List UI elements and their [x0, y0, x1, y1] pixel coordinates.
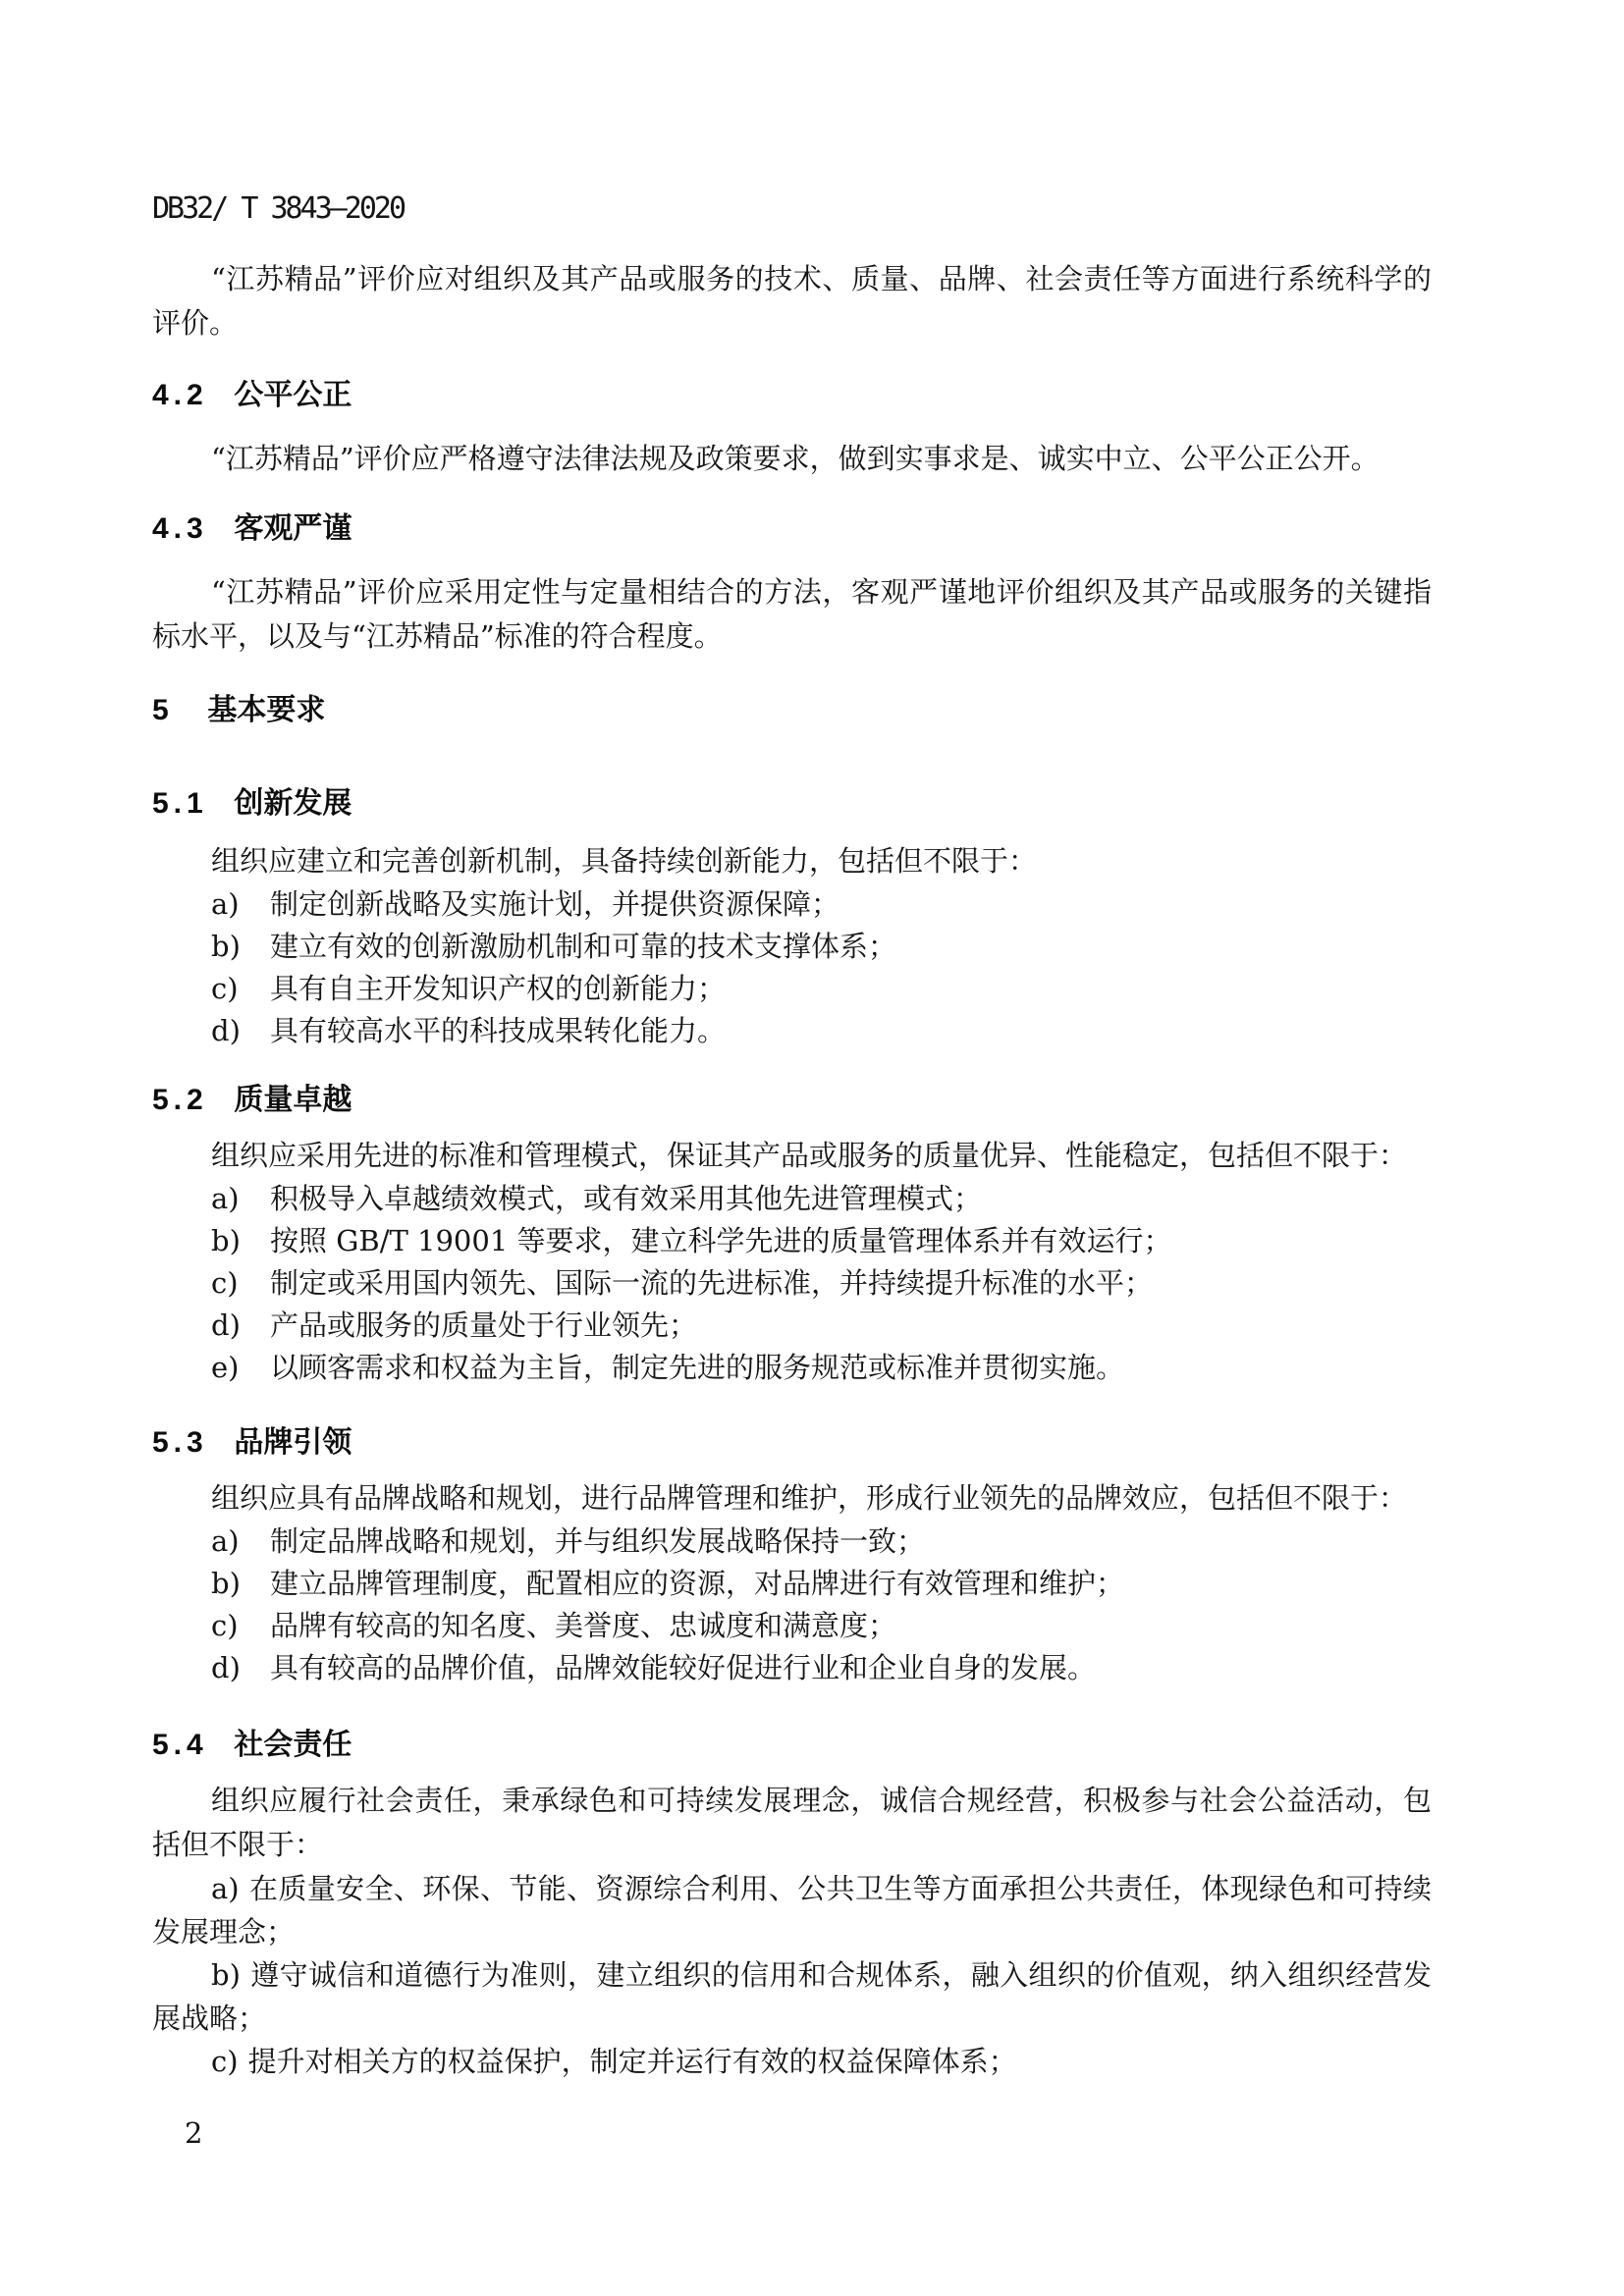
item-label: a) [211, 1524, 240, 1558]
list-5-1 [152, 883, 1432, 1052]
item-label: c) [211, 972, 239, 1005]
list-5-2 [152, 1178, 1432, 1389]
item-label: a) [211, 1872, 240, 1905]
item-label: a) [211, 887, 240, 921]
list-item [211, 1178, 1432, 1220]
list-item [211, 1305, 1432, 1347]
section-lead: 组织应建立和完善创新机制，具备持续创新能力，包括但不限于： [211, 844, 1038, 878]
item-text: 遵守诚信和道德行为准则，建立组织的信用和合规体系，融入组织的价值观，纳入组织经营发展战略； [152, 1958, 1432, 2035]
item-label: c) [211, 2045, 239, 2078]
item-text: 制定创新战略及实施计划，并提供资源保障； [270, 887, 840, 921]
section-number: 5.4 [152, 1729, 208, 1761]
intro-paragraph: “江苏精品”评价应对组织及其产品或服务的技术、质量、品牌、社会责任等方面进行系统科学的评价。 [152, 262, 1432, 340]
section-paragraph: “江苏精品”评价应采用定性与定量相结合的方法，客观严谨地评价组织及其产品或服务的关键指标水平，以及与“江苏精品”标准的符合程度。 [152, 575, 1432, 653]
list-5-3 [152, 1521, 1432, 1689]
list-item [211, 1010, 1432, 1052]
item-text: 建立有效的创新激励机制和可靠的技术支撑体系； [270, 930, 897, 963]
doc-number: DB32/ T 3843—2020 [152, 191, 405, 226]
section-number: 4.3 [152, 512, 208, 545]
list-item [211, 926, 1432, 968]
item-label: c) [211, 1266, 239, 1300]
list-item [211, 1563, 1432, 1605]
section-title: 质量卓越 [234, 1084, 352, 1116]
item-label: a) [211, 1182, 240, 1215]
section-heading-4-2 [152, 373, 1432, 417]
section-title: 客观严谨 [234, 512, 352, 545]
section-heading-5-4 [152, 1723, 1432, 1767]
list-item [211, 968, 1432, 1010]
section-heading-4-3 [152, 507, 1432, 551]
item-text: 具有自主开发知识产权的创新能力； [270, 972, 727, 1005]
section-title: 创新发展 [234, 787, 352, 820]
chapter-heading-5 [152, 688, 1432, 732]
item-label: b) [211, 930, 241, 963]
section-title: 公平公正 [234, 379, 352, 411]
list-item-paragraph [152, 2040, 1432, 2083]
item-text: 按照 GB/T 19001 等要求，建立科学先进的质量管理体系并有效运行； [270, 1224, 1172, 1257]
section-heading-5-2 [152, 1078, 1432, 1122]
item-label: d) [211, 1308, 241, 1342]
item-label: b) [211, 1567, 241, 1600]
section-number: 5.2 [152, 1084, 208, 1116]
doc-header [152, 188, 1432, 230]
item-text: 品牌有较高的知名度、美誉度、忠诚度和满意度； [270, 1609, 897, 1642]
item-label: c) [211, 1609, 239, 1642]
list-item [211, 1605, 1432, 1647]
list-item-paragraph [152, 1867, 1432, 1953]
item-text: 产品或服务的质量处于行业领先； [270, 1308, 698, 1342]
list-item [211, 1647, 1432, 1689]
list-item-paragraph [152, 1953, 1432, 2040]
section-heading-5-1 [152, 781, 1432, 826]
item-label: d) [211, 1014, 241, 1047]
section-number: 5.3 [152, 1426, 208, 1459]
chapter-title: 基本要求 [207, 694, 326, 726]
item-text: 建立品牌管理制度，配置相应的资源，对品牌进行有效管理和维护； [270, 1567, 1125, 1600]
list-item [211, 1262, 1432, 1305]
section-lead: 组织应履行社会责任，秉承绿色和可持续发展理念，诚信合规经营，积极参与社会公益活动，包括但不限于： [152, 1784, 1432, 1861]
list-item [211, 1347, 1432, 1389]
item-label: b) [211, 1958, 241, 1992]
list-item [211, 1220, 1432, 1262]
item-text: 积极导入卓越绩效模式，或有效采用其他先进管理模式； [270, 1182, 983, 1215]
item-text: 制定品牌战略和规划，并与组织发展战略保持一致； [270, 1524, 926, 1558]
section-lead: 组织应具有品牌战略和规划，进行品牌管理和维护，形成行业领先的品牌效应，包括但不限于： [211, 1481, 1408, 1515]
item-text: 制定或采用国内领先、国际一流的先进标准，并持续提升标准的水平； [270, 1266, 1154, 1300]
section-lead: 组织应采用先进的标准和管理模式，保证其产品或服务的质量优异、性能稳定，包括但不限于： [211, 1139, 1408, 1172]
item-label: b) [211, 1224, 241, 1257]
item-text: 在质量安全、环保、节能、资源综合利用、公共卫生等方面承担公共责任，体现绿色和可持续发展理念； [152, 1872, 1432, 1949]
page-number: 2 [185, 2116, 203, 2150]
chapter-number: 5 [152, 694, 174, 726]
item-text: 以顾客需求和权益为主旨，制定先进的服务规范或标准并贯彻实施。 [270, 1351, 1125, 1384]
list-item [211, 1521, 1432, 1563]
item-label: e) [211, 1351, 240, 1384]
item-text: 具有较高水平的科技成果转化能力。 [270, 1014, 727, 1047]
section-heading-5-3 [152, 1420, 1432, 1465]
section-title: 品牌引领 [234, 1426, 352, 1459]
item-text: 提升对相关方的权益保护，制定并运行有效的权益保障体系； [247, 2045, 1017, 2078]
item-text: 具有较高的品牌价值，品牌效能较好促进行业和企业自身的发展。 [270, 1651, 1097, 1684]
section-number: 4.2 [152, 379, 208, 411]
section-paragraph: “江苏精品”评价应严格遵守法律法规及政策要求，做到实事求是、诚实中立、公平公正公开。 [211, 442, 1380, 475]
section-number: 5.1 [152, 787, 208, 820]
item-label: d) [211, 1651, 241, 1684]
section-title: 社会责任 [234, 1729, 352, 1761]
list-item [211, 883, 1432, 926]
